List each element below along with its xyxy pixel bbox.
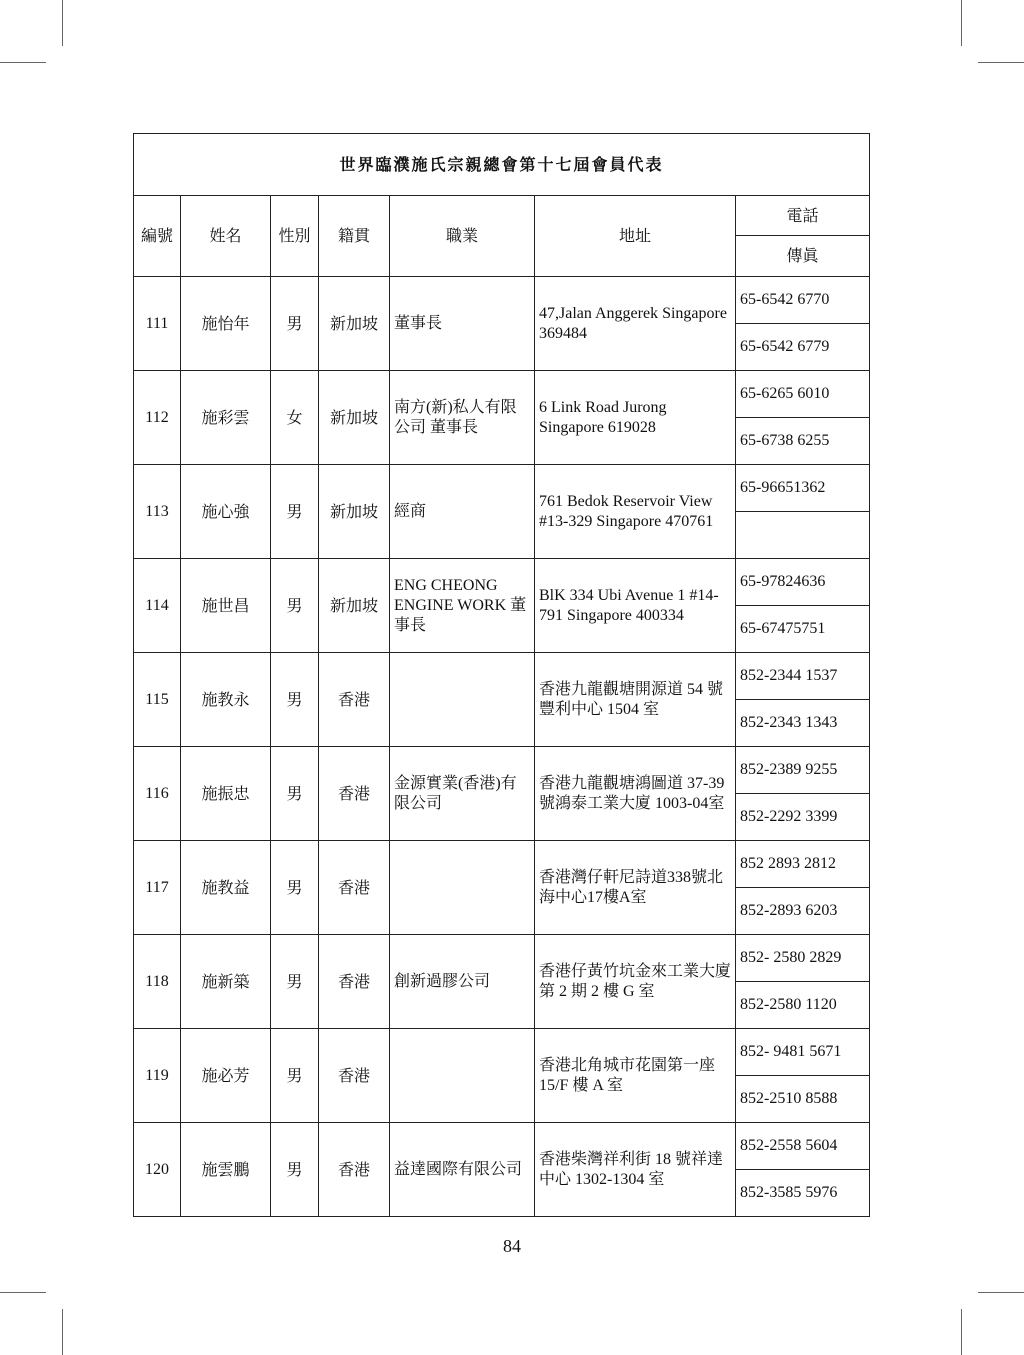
member-number: 114 bbox=[134, 559, 181, 653]
member-origin: 香港 bbox=[319, 1029, 390, 1123]
member-phone: 65-97824636 bbox=[736, 559, 870, 606]
crop-mark bbox=[961, 0, 962, 46]
member-occupation bbox=[390, 841, 535, 935]
member-phone: 852- 9481 5671 bbox=[736, 1029, 870, 1076]
member-gender: 男 bbox=[271, 277, 319, 371]
member-fax: 852-2580 1120 bbox=[736, 982, 870, 1029]
member-number: 112 bbox=[134, 371, 181, 465]
member-fax bbox=[736, 512, 870, 559]
member-number: 116 bbox=[134, 747, 181, 841]
member-phone: 65-96651362 bbox=[736, 465, 870, 512]
member-origin: 香港 bbox=[319, 747, 390, 841]
member-address: 香港九龍觀塘開源道 54 號豐利中心 1504 室 bbox=[535, 653, 736, 747]
page-title: 世界臨濮施氏宗親總會第十七屆會員代表 bbox=[134, 134, 870, 196]
member-phone: 852-2558 5604 bbox=[736, 1123, 870, 1170]
member-occupation bbox=[390, 653, 535, 747]
member-address: 香港仔黃竹坑金來工業大廈第 2 期 2 樓 G 室 bbox=[535, 935, 736, 1029]
member-address: 香港北角城市花園第一座 15/F 樓 A 室 bbox=[535, 1029, 736, 1123]
member-occupation: 益達國際有限公司 bbox=[390, 1123, 535, 1217]
member-gender: 男 bbox=[271, 1029, 319, 1123]
member-gender: 男 bbox=[271, 653, 319, 747]
member-name: 施雲鵬 bbox=[181, 1123, 271, 1217]
member-origin: 新加坡 bbox=[319, 277, 390, 371]
member-gender: 男 bbox=[271, 465, 319, 559]
member-phone: 852-2344 1537 bbox=[736, 653, 870, 700]
crop-mark bbox=[961, 1309, 962, 1355]
member-number: 113 bbox=[134, 465, 181, 559]
member-phone: 852 2893 2812 bbox=[736, 841, 870, 888]
member-name: 施教永 bbox=[181, 653, 271, 747]
member-gender: 女 bbox=[271, 371, 319, 465]
member-occupation: 經商 bbox=[390, 465, 535, 559]
crop-mark bbox=[62, 1309, 63, 1355]
member-phone: 852- 2580 2829 bbox=[736, 935, 870, 982]
member-phone: 65-6542 6770 bbox=[736, 277, 870, 324]
member-number: 118 bbox=[134, 935, 181, 1029]
table-row bbox=[134, 841, 870, 888]
crop-mark bbox=[0, 1292, 46, 1293]
member-occupation: 創新過膠公司 bbox=[390, 935, 535, 1029]
member-name: 施振忠 bbox=[181, 747, 271, 841]
member-fax: 852-2343 1343 bbox=[736, 700, 870, 747]
member-number: 120 bbox=[134, 1123, 181, 1217]
member-number: 115 bbox=[134, 653, 181, 747]
crop-mark bbox=[0, 62, 46, 63]
member-address: 761 Bedok Reservoir View #13-329 Singapore 470761 bbox=[535, 465, 736, 559]
header-no: 編號 bbox=[134, 196, 181, 277]
header-gender: 性別 bbox=[271, 196, 319, 277]
member-name: 施必芳 bbox=[181, 1029, 271, 1123]
member-occupation: ENG CHEONG ENGINE WORK 董事長 bbox=[390, 559, 535, 653]
page-number: 84 bbox=[503, 1236, 521, 1256]
member-occupation: 董事長 bbox=[390, 277, 535, 371]
member-address: BlK 334 Ubi Avenue 1 #14-791 Singapore 400334 bbox=[535, 559, 736, 653]
header-fax: 傳眞 bbox=[736, 236, 870, 277]
member-address: 47,Jalan Anggerek Singapore 369484 bbox=[535, 277, 736, 371]
member-number: 111 bbox=[134, 277, 181, 371]
member-gender: 男 bbox=[271, 935, 319, 1029]
member-origin: 香港 bbox=[319, 841, 390, 935]
member-origin: 香港 bbox=[319, 1123, 390, 1217]
member-number: 119 bbox=[134, 1029, 181, 1123]
member-origin: 香港 bbox=[319, 653, 390, 747]
crop-mark bbox=[978, 1292, 1024, 1293]
member-address: 香港柴灣祥利街 18 號祥達中心 1302-1304 室 bbox=[535, 1123, 736, 1217]
table-row bbox=[134, 747, 870, 794]
member-gender: 男 bbox=[271, 841, 319, 935]
member-name: 施世昌 bbox=[181, 559, 271, 653]
member-gender: 男 bbox=[271, 1123, 319, 1217]
member-phone: 65-6265 6010 bbox=[736, 371, 870, 418]
table-row bbox=[134, 653, 870, 700]
member-origin: 新加坡 bbox=[319, 465, 390, 559]
table-row bbox=[134, 935, 870, 982]
member-gender: 男 bbox=[271, 747, 319, 841]
member-number: 117 bbox=[134, 841, 181, 935]
member-name: 施教益 bbox=[181, 841, 271, 935]
member-origin: 香港 bbox=[319, 935, 390, 1029]
member-fax: 852-3585 5976 bbox=[736, 1170, 870, 1217]
table-row bbox=[134, 559, 870, 606]
member-name: 施怡年 bbox=[181, 277, 271, 371]
crop-mark bbox=[978, 62, 1024, 63]
table-row bbox=[134, 1123, 870, 1170]
member-phone: 852-2389 9255 bbox=[736, 747, 870, 794]
member-occupation: 南方(新)私人有限公司 董事長 bbox=[390, 371, 535, 465]
member-occupation bbox=[390, 1029, 535, 1123]
member-fax: 65-6542 6779 bbox=[736, 324, 870, 371]
member-origin: 新加坡 bbox=[319, 559, 390, 653]
member-origin: 新加坡 bbox=[319, 371, 390, 465]
header-address: 地址 bbox=[535, 196, 736, 277]
table-row bbox=[134, 1029, 870, 1076]
member-occupation: 金源實業(香港)有限公司 bbox=[390, 747, 535, 841]
header-origin: 籍貫 bbox=[319, 196, 390, 277]
header-name: 姓名 bbox=[181, 196, 271, 277]
member-gender: 男 bbox=[271, 559, 319, 653]
member-fax: 65-6738 6255 bbox=[736, 418, 870, 465]
member-name: 施新築 bbox=[181, 935, 271, 1029]
table-row bbox=[134, 371, 870, 418]
member-fax: 852-2510 8588 bbox=[736, 1076, 870, 1123]
member-name: 施彩雲 bbox=[181, 371, 271, 465]
member-name: 施心強 bbox=[181, 465, 271, 559]
table-row bbox=[134, 277, 870, 324]
member-fax: 65-67475751 bbox=[736, 606, 870, 653]
member-address: 香港九龍觀塘鴻圖道 37-39號鴻泰工業大廈 1003-04室 bbox=[535, 747, 736, 841]
member-address: 6 Link Road Jurong Singapore 619028 bbox=[535, 371, 736, 465]
header-occupation: 職業 bbox=[390, 196, 535, 277]
member-fax: 852-2893 6203 bbox=[736, 888, 870, 935]
member-address: 香港灣仔軒尼詩道338號北海中心17樓A室 bbox=[535, 841, 736, 935]
member-fax: 852-2292 3399 bbox=[736, 794, 870, 841]
header-phone: 電話 bbox=[736, 196, 870, 236]
member-table bbox=[133, 133, 870, 1217]
table-row bbox=[134, 465, 870, 512]
crop-mark bbox=[62, 0, 63, 46]
